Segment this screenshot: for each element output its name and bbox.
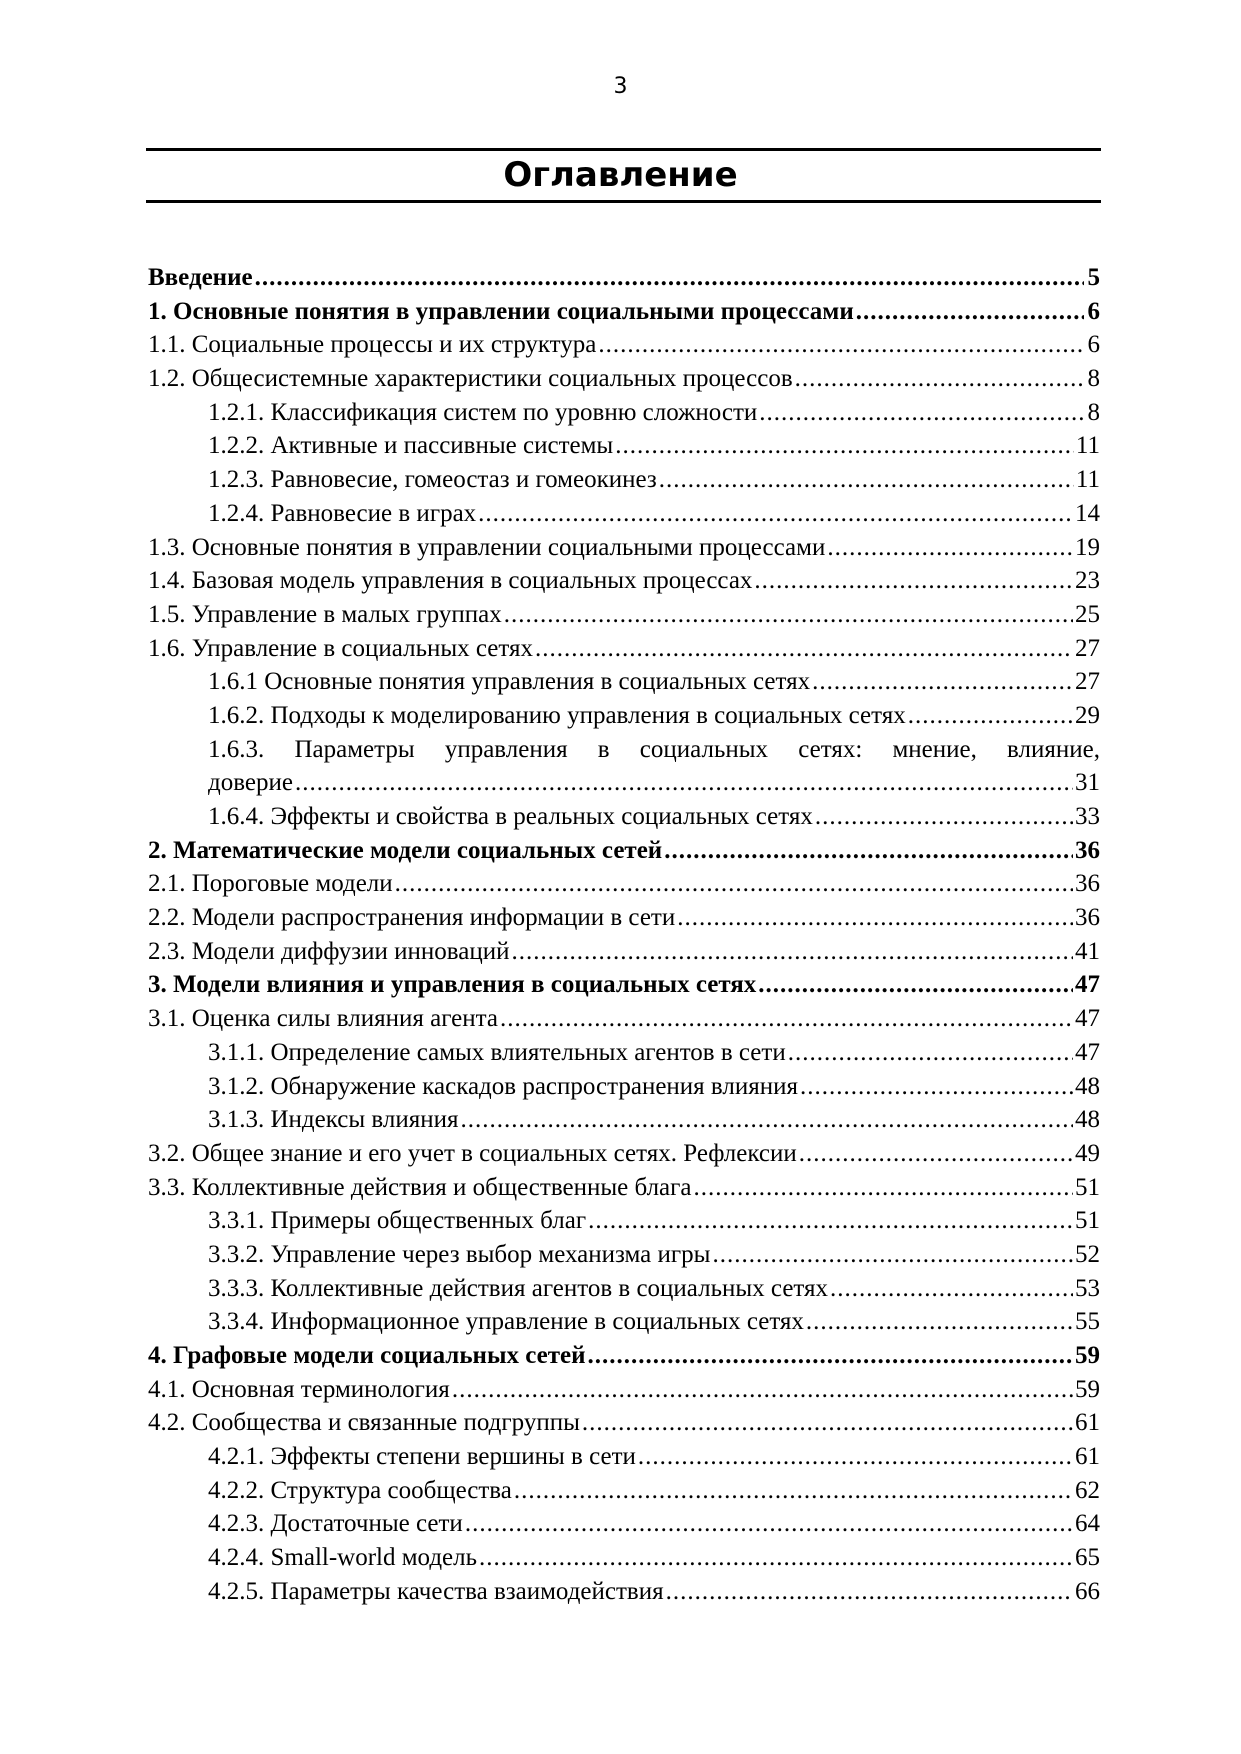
toc-entry-title: 1.6.4. Эффекты и свойства в реальных социальных сетях — [208, 803, 813, 830]
toc-page-number: 48 — [1075, 1072, 1100, 1100]
toc-section-entry[interactable] — [148, 935, 1100, 969]
toc-dot-leader — [255, 261, 1084, 295]
toc-entry-title: 4.2.4. Small-world модель — [208, 1544, 478, 1572]
toc-page-number: 27 — [1075, 634, 1100, 662]
toc-dot-leader — [754, 564, 1073, 598]
toc-page-number: 19 — [1075, 533, 1100, 561]
toc-dot-leader — [478, 497, 1073, 531]
page-number: 3 — [613, 74, 628, 99]
title-bottom-rule — [146, 200, 1101, 203]
toc-dot-leader — [638, 1440, 1073, 1474]
toc-page-number: 47 — [1075, 1038, 1100, 1066]
toc-dot-leader — [588, 1339, 1074, 1373]
toc-section-entry[interactable] — [148, 632, 1100, 666]
toc-subsection-entry[interactable] — [148, 1541, 1100, 1575]
toc-entry-title: 1.5. Управление в малых группах — [148, 600, 502, 628]
toc-subsection-entry[interactable] — [148, 1272, 1100, 1306]
toc-entry[interactable] — [148, 766, 1100, 800]
toc-subsection-entry[interactable] — [148, 1238, 1100, 1272]
toc-subsection-entry[interactable] — [148, 1440, 1100, 1474]
toc-page-number: 51 — [1075, 1173, 1100, 1201]
toc-dot-leader — [514, 1474, 1073, 1508]
toc-chapter-entry[interactable] — [148, 968, 1100, 1002]
toc-dot-leader — [815, 800, 1073, 834]
toc-subsection-entry[interactable] — [148, 1070, 1100, 1104]
toc-page-number: 11 — [1075, 432, 1100, 460]
toc-page-number: 49 — [1075, 1139, 1100, 1167]
toc-subsection-entry[interactable] — [148, 800, 1100, 834]
toc-subsection-entry[interactable] — [148, 1305, 1100, 1339]
toc-dot-leader — [800, 1070, 1073, 1104]
toc-entry-title: 4.1. Основная терминология — [148, 1375, 450, 1403]
toc-entry-title: 1.1. Социальные процессы и их структура — [148, 331, 597, 359]
toc-dot-leader — [806, 1305, 1073, 1339]
toc-page-number: 31 — [1075, 769, 1100, 797]
toc-dot-leader — [295, 766, 1073, 800]
toc-entry-title: 4.2.3. Достаточные сети — [208, 1510, 463, 1538]
toc-dot-leader — [694, 1171, 1073, 1205]
toc-page-number: 47 — [1075, 971, 1100, 999]
toc-dot-leader — [830, 1272, 1073, 1306]
toc-dot-leader — [908, 699, 1073, 733]
toc-dot-leader — [799, 1137, 1073, 1171]
toc-subsection-entry[interactable] — [148, 1204, 1100, 1238]
toc-page-number: 48 — [1075, 1106, 1100, 1134]
toc-entry-title: 4.2.2. Структура сообщества — [208, 1476, 512, 1504]
toc-page-number: 51 — [1075, 1207, 1100, 1235]
toc-page-number: 64 — [1075, 1510, 1100, 1538]
toc-entry-title: 2.3. Модели диффузии инноваций — [148, 937, 510, 965]
toc-entry-title: 1.2.2. Активные и пассивные системы — [208, 432, 614, 460]
toc-page-number: 65 — [1075, 1544, 1100, 1572]
toc-page-number: 23 — [1075, 567, 1100, 595]
toc-page-number: 53 — [1075, 1274, 1100, 1302]
toc-dot-leader — [479, 1541, 1073, 1575]
toc-section-entry[interactable] — [148, 362, 1100, 396]
toc-entry-title: доверие — [208, 769, 293, 797]
toc-page-number: 27 — [1075, 668, 1100, 696]
toc-section-entry[interactable] — [148, 1406, 1100, 1440]
toc-entry-title: 3.1.2. Обнаружение каскадов распространения влияния — [208, 1072, 799, 1100]
toc-page-number: 41 — [1075, 937, 1100, 965]
toc-entry-title: 2.1. Пороговые модели — [148, 870, 393, 898]
toc-page-number: 33 — [1075, 803, 1100, 830]
toc-page-number: 55 — [1075, 1308, 1100, 1336]
toc-entry-title: 1. Основные понятия в управлении социальными процессами — [148, 297, 854, 325]
toc-subsection-entry[interactable] — [148, 1474, 1100, 1508]
toc-page-number: 8 — [1087, 365, 1100, 393]
toc-section-entry[interactable] — [148, 1171, 1100, 1205]
toc-page-number: 36 — [1075, 870, 1100, 898]
toc-subsection-entry[interactable] — [148, 699, 1100, 733]
toc-page-number: 8 — [1087, 398, 1100, 426]
page-title: Оглавление — [503, 155, 738, 195]
toc-chapter-entry[interactable] — [148, 1339, 1100, 1373]
toc-page-number: 66 — [1075, 1577, 1100, 1605]
toc-dot-leader — [759, 396, 1084, 430]
toc-dot-leader — [588, 1204, 1073, 1238]
toc-subsection-entry[interactable] — [148, 463, 1100, 497]
toc-section-entry[interactable] — [148, 867, 1100, 901]
toc-dot-leader — [512, 935, 1073, 969]
toc-section-entry[interactable] — [148, 564, 1100, 598]
toc-dot-leader — [461, 1103, 1073, 1137]
toc-page-number: 6 — [1087, 297, 1100, 325]
toc-entry-title: 4.2.5. Параметры качества взаимодействия — [208, 1577, 664, 1605]
toc-subsection-entry[interactable] — [148, 1575, 1100, 1609]
toc-chapter-entry[interactable] — [148, 261, 1100, 295]
toc-entry-title: 3.3.3. Коллективные действия агентов в социальных сетях — [208, 1274, 829, 1302]
toc-dot-leader — [504, 598, 1073, 632]
toc-page-number: 36 — [1075, 836, 1100, 864]
toc-dot-leader — [598, 328, 1084, 362]
toc-dot-leader — [856, 295, 1084, 329]
toc-dot-leader — [812, 665, 1073, 699]
toc-section-entry[interactable] — [148, 1137, 1100, 1171]
toc-entry-title: Введение — [148, 264, 253, 291]
toc-page-number: 59 — [1075, 1375, 1100, 1403]
toc-section-entry[interactable] — [148, 1373, 1100, 1407]
toc-entry-title: 3.2. Общее знание и его учет в социальных сетях. Рефлексии — [148, 1139, 797, 1167]
toc-entry-title: 3.1.1. Определение самых влиятельных агентов в сети — [208, 1038, 786, 1066]
toc-entry-title: 4. Графовые модели социальных сетей — [148, 1342, 586, 1369]
toc-entry-title: 1.6.2. Подходы к моделированию управления в социальных сетях — [208, 701, 906, 729]
toc-dot-leader — [666, 1575, 1073, 1609]
toc-dot-leader — [395, 867, 1073, 901]
toc-page-number: 29 — [1075, 701, 1100, 729]
toc-dot-leader — [452, 1373, 1073, 1407]
toc-dot-leader — [659, 463, 1074, 497]
toc-entry-title: 1.3. Основные понятия в управлении социальными процессами — [148, 533, 826, 561]
toc-section-entry[interactable] — [148, 328, 1100, 362]
toc-entry-title: 1.2.1. Классификация систем по уровню сложности — [208, 398, 758, 426]
toc-chapter-entry[interactable] — [148, 295, 1100, 329]
toc-page-number: 36 — [1075, 904, 1100, 932]
toc-page-number: 59 — [1075, 1342, 1100, 1369]
toc-section-entry[interactable] — [148, 1002, 1100, 1036]
toc-dot-leader — [535, 632, 1073, 666]
toc-entry-title: 2.2. Модели распространения информации в сети — [148, 904, 676, 932]
toc-dot-leader — [677, 901, 1073, 935]
toc-subsection-entry[interactable] — [148, 1103, 1100, 1137]
toc-entry-title: 3.3.4. Информационное управление в социальных сетях — [208, 1308, 804, 1336]
toc-page-number: 61 — [1075, 1409, 1100, 1437]
toc-subsection-entry[interactable] — [148, 665, 1100, 699]
toc-page-number: 6 — [1087, 331, 1100, 359]
toc-dot-leader — [664, 834, 1073, 868]
toc-page-number: 5 — [1087, 264, 1100, 291]
toc-dot-leader — [465, 1507, 1073, 1541]
toc-page-number: 47 — [1075, 1005, 1100, 1033]
toc-entry-first-line[interactable]: 1.6.3. Параметры управления в социальных сетях: мнение, влияние, — [208, 735, 1100, 763]
toc-page-number: 61 — [1075, 1443, 1100, 1471]
toc-subsection-entry[interactable] — [148, 497, 1100, 531]
toc-dot-leader — [788, 1036, 1073, 1070]
toc-entry-title: 3.3.2. Управление через выбор механизма игры — [208, 1240, 711, 1268]
toc-entry-title: 4.2. Сообщества и связанные подгруппы — [148, 1409, 580, 1437]
toc-entry-title: 1.2.3. Равновесие, гомеостаз и гомеокинез — [208, 466, 657, 494]
toc-section-entry[interactable] — [148, 901, 1100, 935]
toc-subsection-entry[interactable] — [148, 1507, 1100, 1541]
toc-section-entry[interactable] — [148, 531, 1100, 565]
toc-entry-title: 3.1. Оценка силы влияния агента — [148, 1005, 498, 1033]
toc-entry-title: 1.2.4. Равновесие в играх — [208, 499, 477, 527]
toc-entry-title: 3.3. Коллективные действия и общественные блага — [148, 1173, 692, 1201]
toc-dot-leader — [758, 968, 1073, 1002]
toc-dot-leader — [827, 531, 1073, 565]
toc-dot-leader — [712, 1238, 1073, 1272]
toc-dot-leader — [795, 362, 1084, 396]
toc-dot-leader — [500, 1002, 1073, 1036]
toc-entry-title: 1.2. Общесистемные характеристики социальных процессов — [148, 365, 793, 393]
toc-dot-leader — [582, 1406, 1073, 1440]
toc-page-number: 14 — [1075, 499, 1100, 527]
toc-entry-title: 4.2.1. Эффекты степени вершины в сети — [208, 1443, 636, 1471]
toc-page-number: 11 — [1075, 466, 1100, 494]
toc-subsection-entry[interactable] — [148, 396, 1100, 430]
title-top-rule — [146, 148, 1101, 151]
toc-chapter-entry[interactable] — [148, 834, 1100, 868]
toc-subsection-entry[interactable] — [148, 429, 1100, 463]
table-of-contents — [148, 261, 1100, 1609]
toc-entry-title: 3. Модели влияния и управления в социальных сетях — [148, 971, 757, 999]
toc-page-number: 25 — [1075, 600, 1100, 628]
toc-page-number: 52 — [1075, 1240, 1100, 1268]
toc-entry-title: 3.1.3. Индексы влияния — [208, 1106, 459, 1134]
toc-entry-title: 1.6. Управление в социальных сетях — [148, 634, 533, 662]
toc-dot-leader — [615, 429, 1074, 463]
toc-entry-title: 1.4. Базовая модель управления в социальных процессах — [148, 567, 753, 595]
toc-subsection-entry[interactable] — [148, 1036, 1100, 1070]
toc-entry-title: 1.6.1 Основные понятия управления в социальных сетях — [208, 668, 811, 696]
toc-page-number: 62 — [1075, 1476, 1100, 1504]
toc-entry-title: 3.3.1. Примеры общественных благ — [208, 1207, 587, 1235]
toc-entry-title: 2. Математические модели социальных сетей — [148, 836, 663, 864]
toc-section-entry[interactable] — [148, 598, 1100, 632]
